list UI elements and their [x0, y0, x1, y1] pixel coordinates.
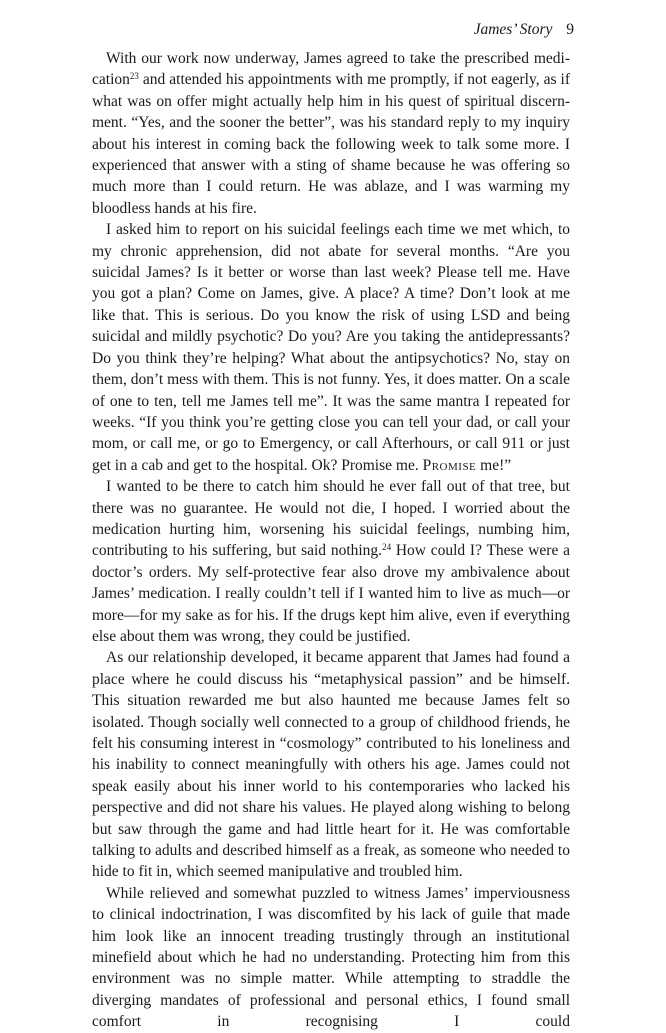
paragraph-text: How could I? These were a doctor’s orders. My self-protective fear also drove my ambivalence about James’ medication. I really couldn’t tell if I wanted him to live as much—or more—for my sake as for his. If the drugs kept him alive, even if everything else about them was wrong, they could be justified.: [92, 542, 570, 645]
running-head-title: James’ Story: [473, 21, 553, 38]
body-text: [92, 48, 570, 1033]
paragraph-text: With our work now underway, James agreed to take the prescribed medication: [92, 50, 570, 89]
paragraph-text: I wanted to be there to catch him should he ever fall out of that tree, but there was no guarantee. He would not die, I hoped. I worried about the medication hurting him, worsening his suicidal feelings, numbing him, contributing to his suffering, but said nothing.: [92, 478, 570, 560]
footnote-marker[interactable]: 23: [129, 71, 139, 82]
paragraph: [92, 476, 570, 647]
paragraph: [92, 48, 570, 219]
paragraph-text: I asked him to report on his suicidal feelings each time we met which, to my chronic apprehension, did not abate for several months. “Are you suicidal James? Is it better or worse than last week? Please tell me. Have you got a plan? Come on James, give. A place? A time? Don’t look at me like that. This is serious. Do you know the risk of using LSD and being suicidal and mildly psychotic? Do you? Are you taking the antidepressants? Do you think they’re helping? What about the antipsychotics? No, stay on them, don’t mess with them. This is not funny. Yes, it does matter. On a scale of one to ten, tell me James tell me”. It was the same mantra I repeated for weeks. “If you think you’re getting close you can tell your dad, or call your mom, or call me, or go to Emergency, or call Afterhours, or call 911 or just get in a cab and get to the hospital. Ok? Promise me.: [92, 221, 570, 474]
paragraph: While relieved and somewhat puzzled to witness James’ imperviousness to clinical indoctrination, I was discomfited by his lack of guile that made him look like an innocent treading trustingly through an institutional minefield about which he had no understanding. Protecting him from this environment was no simple matter. While attempting to straddle the diverging mandates of professional and personal ethics, I found small comfort in recognising I could: [92, 884, 570, 1031]
paragraph: [92, 219, 570, 476]
paragraph: As our relationship developed, it became apparent that James had found a place where he could discuss his “metaphysical passion” and be himself. This situation rewarded me but also haunted me because James felt so isolated. Though socially well connected to a group of childhood friends, he felt his consuming interest in “cosmology” contributed to his loneliness and his inability to connect meaningfully with others his age. James could not speak easily about his inner world to his contemporaries who lacked his perspective and did not share his values. He played along wishing to belong but saw through the game and had little heart for it. He was comfortable talking to adults and described himself as a freak, as someone who needed to hide to fit in, which seemed manipulative and troubled him.: [92, 649, 570, 881]
paragraph-text: and attended his appointments with me promptly, if not eagerly, as if what was on offer might actually help him in his quest of spiritual discernment. “Yes, and the sooner the better”, was his standard reply to my inquiry about his interest in coming back the following week to talk some more. I experienced that answer with a sting of shame because he was offering so much more than I could return. He was ablaze, and I was warming my bloodless hands at his fire.: [92, 71, 570, 217]
running-head: [474, 20, 574, 40]
paragraph-text: me!”: [476, 456, 512, 474]
emphasis-small-caps: Promise: [422, 456, 477, 474]
page-number: 9: [566, 21, 574, 38]
footnote-marker[interactable]: 24: [382, 542, 392, 553]
